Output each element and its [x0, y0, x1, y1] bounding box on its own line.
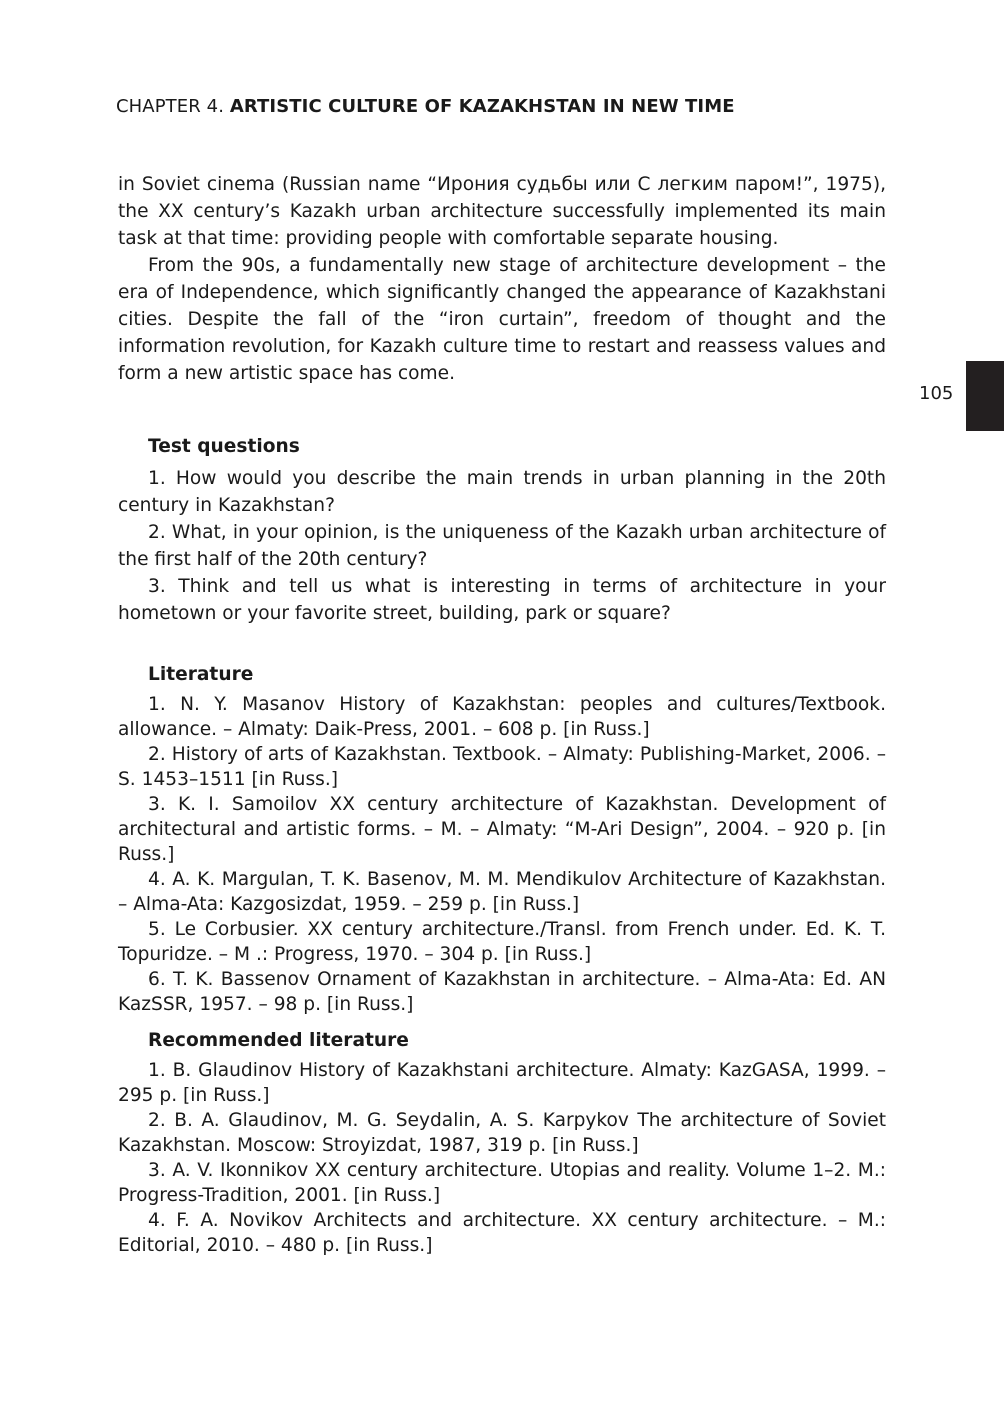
body-text	[118, 171, 886, 387]
list-item: 3. A. V. Ikonnikov XX century architecture. Utopias and reality. Volume 1–2. M.: Progress-Tradition, 2001. [in Russ.]	[118, 1160, 886, 1206]
list-item: 1. How would you describe the main trends in urban planning in the 20th century in Kazakhstan?	[118, 468, 886, 516]
list-item: 1. N. Y. Masanov History of Kazakhstan: peoples and cultures/Textbook. allowance. – Almaty: Daik-Press, 2001. – 608 p. [in Russ.]	[118, 694, 886, 740]
literature-list	[118, 692, 886, 1017]
list-item: 1. B. Glaudinov History of Kazakhstani architecture. Almaty: KazGASA, 1999. – 295 p. [in Russ.]	[118, 1060, 886, 1106]
list-item: 2. B. A. Glaudinov, M. G. Seydalin, A. S. Karpykov The architecture of Soviet Kazakhstan. Moscow: Stroyizdat, 1987, 319 p. [in Russ.]	[118, 1110, 886, 1156]
list-item: 2. History of arts of Kazakhstan. Textbook. – Almaty: Publishing-Market, 2006. – S. 1453–1511 [in Russ.]	[118, 744, 886, 790]
literature-section	[118, 662, 886, 1017]
page-number: 105	[919, 383, 954, 404]
list-item: 3. K. I. Samoilov XX century architecture of Kazakhstan. Development of architectural and artistic forms. – M. – Almaty: “M-Ari Design”, 2004. – 920 p. [in Russ.]	[118, 794, 886, 865]
list-item: 2. What, in your opinion, is the uniqueness of the Kazakh urban architecture of the first half of the 20th century?	[118, 522, 886, 570]
test-questions-heading: Test questions	[148, 436, 300, 457]
chapter-prefix: CHAPTER 4.	[116, 96, 225, 117]
recommended-literature-section	[118, 1028, 886, 1258]
recommended-literature-list	[118, 1058, 886, 1258]
test-questions-list	[118, 465, 886, 627]
paragraph-continued: in Soviet cinema (Russian name “Ирония судьбы или С легким паром!”, 1975), the XX century’s Kazakh urban architecture successfully implemented its main task at that time: providing people with comfortable separate housing.	[118, 174, 886, 249]
test-questions-section	[118, 433, 886, 627]
recommended-literature-heading: Recommended literature	[148, 1030, 409, 1051]
chapter-side-tab	[966, 361, 1004, 431]
chapter-title: ARTISTIC CULTURE OF KAZAKHSTAN IN NEW TIME	[229, 96, 735, 117]
list-item: 6. T. K. Bassenov Ornament of Kazakhstan in architecture. – Alma-Ata: Ed. AN KazSSR, 1957. – 98 p. [in Russ.]	[118, 969, 886, 1015]
paragraph: From the 90s, a fundamentally new stage of architecture development – the era of Independence, which significantly changed the appearance of Kazakhstani cities. Despite the fall of the “iron curtain”, freedom of thought and the information revolution, for Kazakh culture time to restart and reassess values and form a new artistic space has come.	[118, 255, 886, 384]
list-item: 4. A. K. Margulan, T. K. Basenov, M. M. Mendikulov Architecture of Kazakhstan. – Alma-Ata: Kazgosizdat, 1959. – 259 p. [in Russ.]	[118, 869, 886, 915]
running-head	[116, 96, 735, 117]
list-item: 4. F. A. Novikov Architects and architecture. XX century architecture. – M.: Editorial, 2010. – 480 p. [in Russ.]	[118, 1210, 886, 1256]
list-item: 3. Think and tell us what is interesting in terms of architecture in your hometown or your favorite street, building, park or square?	[118, 576, 886, 624]
list-item: 5. Le Corbusier. XX century architecture./Transl. from French under. Ed. K. T. Topuridze. – M .: Progress, 1970. – 304 p. [in Russ.]	[118, 919, 886, 965]
literature-heading: Literature	[148, 664, 254, 685]
